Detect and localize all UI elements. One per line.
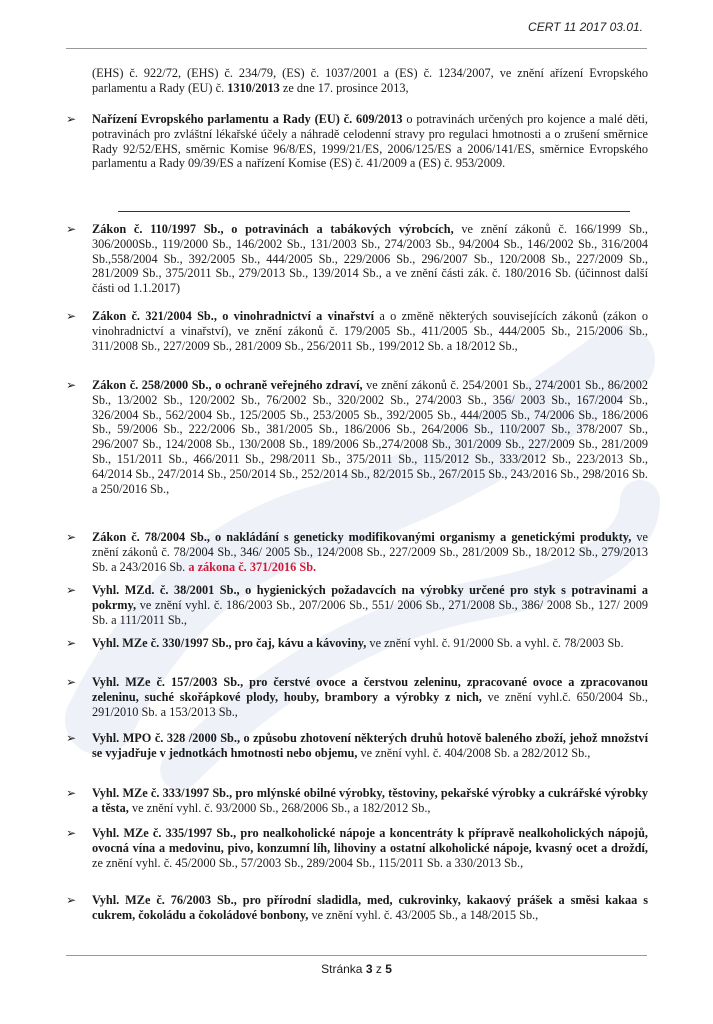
continuation-paragraph [92,66,648,96]
item-title: Zákon č. 110/1997 Sb., o potravinách a tabákových výrobcích, [92,222,454,236]
arrow-bullet-icon: ➢ [66,530,77,544]
list-item [66,378,648,496]
item-text: ve znění zákonů č. 254/2001 Sb., 274/2001 Sb., 86/2002 Sb., 13/2002 Sb., 120/2002 Sb., 76/2002 Sb., 320/2002 Sb., 274/2003 Sb., 356/ 2003 Sb., 167/2004 Sb., 326/2004 Sb., 562/2004 Sb., 125/2005 Sb., 253/2005 Sb., 392/2005 Sb., 444/2005 Sb., 74/2006 Sb., 186/2006 Sb., 59/2006 Sb., 222/2006 Sb., 381/2005 Sb., 186/2006 Sb., 264/2006 Sb., 110/2007 Sb., 378/2007 Sb., 296/2007 Sb., 124/2008 Sb., 130/2008 Sb., 189/2006 Sb.,274/2008 Sb., 301/2009 Sb., 227/2009 Sb., 281/2009 Sb., 151/2011 Sb., 466/2011 Sb., 298/2011 Sb., 375/2011 Sb., 115/2012 Sb., 333/2012 Sb., 223/2013 Sb., 64/2014 Sb., 247/2014 Sb., 250/2014 Sb., 252/2014 Sb., 82/2015 Sb., 267/2015 Sb., 243/2016 Sb., 298/2016 Sb. a 250/2016 Sb., [92,378,648,496]
list-item [66,893,648,923]
page-mid: z [372,962,386,976]
document-code: CERT 11 2017 03.01. [528,20,643,34]
arrow-bullet-icon: ➢ [66,786,77,800]
item-title: Vyhl. MZd. č. 38/2001 Sb., o hygienických požadavcích na výrobky určené pro styk s potravinami a pokrmy, [92,583,648,612]
total-pages: 5 [385,962,392,976]
page-prefix: Stránka [321,962,366,976]
item-text: o potravinách určených pro kojence a malé děti, potravinách pro zvláštní lékařské účely a náhradě celodenní stravy pro regulaci hmotnosti a o zrušení směrnice Rady 92/52/EHS, směrnic Komise 96/8/ES, 1999/21/ES, 2006/125/ES a 2006/141/ES, směrnice Evropského parlamentu a Rady 09/39/ES a nařízení Komise (ES) č. 41/2009 a (ES) č. 953/2009. [92,112,648,171]
section-separator [118,211,630,212]
list-item [66,583,648,627]
page-number [0,962,713,976]
list-item [66,675,648,719]
arrow-bullet-icon: ➢ [66,675,77,689]
header-divider [66,48,647,49]
arrow-bullet-icon: ➢ [66,222,77,236]
item-text: ve znění zákonů č. 166/1999 Sb., 306/2000Sb., 119/2000 Sb., 146/2002 Sb., 131/2003 Sb., 274/2003 Sb., 94/2004 Sb., 146/2002 Sb., 316/2004 Sb.,558/2004 Sb., 392/2005 Sb., 444/2005 Sb., 229/2006 Sb., 296/2007 Sb., 120/2008 Sb., 227/2009 Sb., 281/2009 Sb., 375/2011 Sb., 279/2013 Sb., 139/2014 Sb., a ve znění části zák. č. 180/2016 Sb. (účinnost další části od 1.1.2017) [92,222,648,296]
arrow-bullet-icon: ➢ [66,636,77,650]
item-title: Vyhl. MZe č. 333/1997 Sb., pro mlýnské obilné výrobky, těstoviny, pekařské výrobky a cukrářské výrobky a těsta, [92,786,648,815]
list-item [66,222,648,296]
arrow-bullet-icon: ➢ [66,826,77,840]
arrow-bullet-icon: ➢ [66,583,77,597]
item-text: ve znění vyhl. č. 186/2003 Sb., 207/2006 Sb., 551/ 2006 Sb., 271/2008 Sb., 386/ 2008 Sb., 127/ 2009 Sb. a 111/2011 Sb., [92,597,648,627]
continuation-text-2: ze dne 17. prosince 2013, [279,80,409,95]
arrow-bullet-icon: ➢ [66,309,77,323]
item-text: ze znění vyhl. č. 45/2000 Sb., 57/2003 Sb., 289/2004 Sb., 115/2011 Sb. a 330/2013 Sb., [92,855,524,870]
item-text: ve znění vyhl. č. 43/2005 Sb., a 148/2015 Sb., [308,907,539,922]
arrow-bullet-icon: ➢ [66,112,77,126]
current-page: 3 [365,962,373,976]
item-title: Vyhl. MZe č. 157/2003 Sb., pro čerstvé ovoce a čerstvou zeleninu, zpracované ovoce a zpracovanou zeleninu, suché skořápkové plody, houby, brambory a výrobky z nich, [92,675,648,704]
item-title: Zákon č. 258/2000 Sb., o ochraně veřejného zdraví, [92,378,363,392]
item-text: ve znění vyhl.č. 650/2004 Sb., 291/2010 Sb. a 153/2013 Sb., [92,689,648,719]
list-item [66,731,648,761]
item-title: Zákon č. 321/2004 Sb., o vinohradnictví a vinařství [92,309,375,323]
continuation-text-1: (EHS) č. 922/72, (EHS) č. 234/79, (ES) č. 1037/2001 a (ES) č. 1234/2007, ve znění ařízení Evropského parlamentu a Rady (EU) č. [92,66,648,95]
item-text: a o změně některých souvisejících zákonů (zákon o vinohradnictví a vinařství), ve znění zákonů č. 179/2005 Sb., 411/2005 Sb., 444/2005 Sb., 215/2006 Sb., 311/2008 Sb., 227/2009 Sb., 281/2009 Sb., 256/2011 Sb., 199/2012 Sb. a 18/2012 Sb., [92,309,648,353]
arrow-bullet-icon: ➢ [66,893,77,907]
item-highlight: a zákona č. 371/2016 Sb. [188,559,317,574]
list-item [66,309,648,353]
item-text: ve znění vyhl. č. 404/2008 Sb. a 282/2012 Sb., [357,745,591,760]
item-title: Zákon č. 78/2004 Sb., o nakládání s geneticky modifikovanými organismy a genetickými produkty, [92,530,632,544]
list-item [66,636,648,651]
footer-divider [66,955,647,956]
arrow-bullet-icon: ➢ [66,731,77,745]
item-text: ve znění zákonů č. 78/2004 Sb., 346/ 2005 Sb., 124/2008 Sb., 227/2009 Sb., 281/2009 Sb., 18/2012 Sb., 279/2013 Sb. a 243/2016 Sb. [92,530,648,574]
continuation-bold: 1310/2013 [227,80,280,95]
list-item [66,826,648,870]
list-item [66,530,648,574]
item-title: Vyhl. MPO č. 328 /2000 Sb., o způsobu zhotovení některých druhů hotově baleného zboží, jehož množství se vyjadřuje v jednotkách hmotnosti nebo objemu, [92,731,648,760]
arrow-bullet-icon: ➢ [66,378,77,392]
item-text: ve znění vyhl. č. 91/2000 Sb. a vyhl. č. 78/2003 Sb. [366,636,624,650]
item-text: ve znění vyhl. č. 93/2000 Sb., 268/2006 Sb., a 182/2012 Sb., [128,800,431,815]
item-title: Nařízení Evropského parlamentu a Rady (EU) č. 609/2013 [92,112,403,126]
item-title: Vyhl. MZe č. 335/1997 Sb., pro nealkoholické nápoje a koncentráty k přípravě nealkoholických nápojů, ovocná vína a medovinu, pivo, konzumní líh, lihoviny a ostatní alkoholické nápoje, kvasný ocet a droždí, [92,826,648,855]
item-title: Vyhl. MZe č. 76/2003 Sb., pro přírodní sladidla, med, cukrovinky, kakaový prášek a směsi kakaa s cukrem, čokoládu a čokoládové bonbony, [92,893,648,922]
list-item [66,786,648,816]
list-item [66,112,648,171]
item-title: Vyhl. MZe č. 330/1997 Sb., pro čaj, kávu a kávoviny, [92,636,367,650]
